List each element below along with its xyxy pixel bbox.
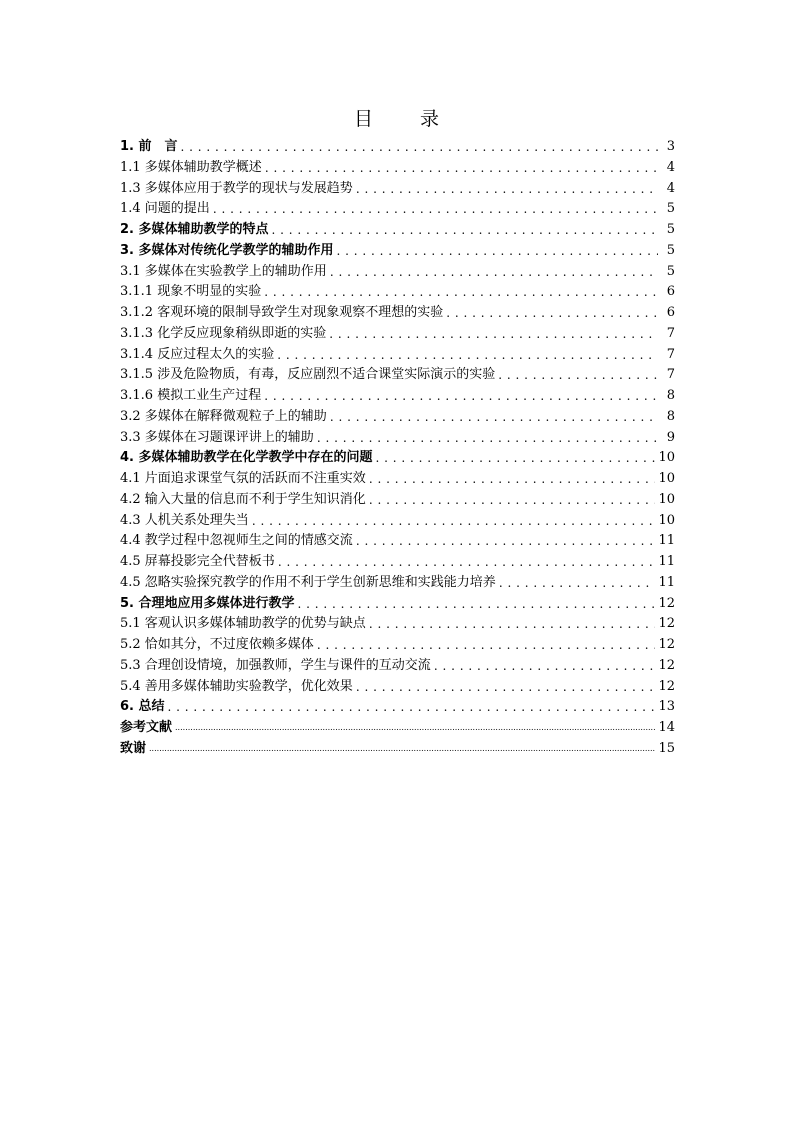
toc-entry-label: 致谢 bbox=[120, 740, 147, 756]
toc-dot-leader bbox=[149, 739, 655, 760]
toc-entry[interactable] bbox=[120, 614, 675, 635]
toc-entry-label: 4.5 屏幕投影完全代替板书 bbox=[120, 554, 275, 569]
toc-entry-page-number: 15 bbox=[658, 740, 675, 756]
toc-entry[interactable] bbox=[120, 469, 675, 490]
toc-entry[interactable] bbox=[120, 158, 675, 179]
toc-dot-leader bbox=[498, 365, 658, 386]
toc-entry-page-number: 7 bbox=[666, 367, 675, 383]
toc-dot-leader bbox=[175, 718, 655, 739]
toc-entry-page-number: 7 bbox=[666, 346, 675, 362]
toc-entry[interactable] bbox=[120, 448, 675, 469]
toc-entry-label: 5.1 客观认识多媒体辅助教学的优势与缺点 bbox=[120, 616, 366, 632]
toc-entry[interactable] bbox=[120, 303, 675, 324]
toc-entry-page-number: 7 bbox=[666, 325, 675, 341]
toc-entry-label: 3.1.6 模拟工业生产过程 bbox=[120, 388, 262, 403]
toc-entry[interactable] bbox=[120, 137, 675, 158]
toc-entry-label: 5.4 善用多媒体辅助实验教学，优化效果 bbox=[120, 678, 353, 694]
toc-entry-label: 4.5 忽略实验探究教学的作用不利于学生创新思维和实践能力培养 bbox=[120, 574, 496, 590]
toc-entry[interactable] bbox=[120, 386, 675, 407]
toc-entry-page-number: 6 bbox=[666, 305, 675, 320]
toc-entry-label: 3.1.4 反应过程太久的实验 bbox=[120, 346, 275, 362]
toc-entry[interactable] bbox=[120, 407, 675, 428]
toc-entry-page-number: 6 bbox=[666, 284, 675, 300]
toc-dot-leader bbox=[446, 303, 658, 324]
table-of-contents bbox=[120, 137, 675, 760]
toc-entry-label: 1. 前 言 bbox=[120, 139, 178, 154]
toc-dot-leader bbox=[168, 697, 656, 718]
toc-entry-page-number: 10 bbox=[658, 512, 675, 528]
toc-dot-leader bbox=[376, 448, 656, 469]
toc-dot-leader bbox=[252, 511, 656, 532]
toc-entry[interactable] bbox=[120, 739, 675, 760]
toc-dot-leader bbox=[356, 179, 658, 200]
toc-entry[interactable] bbox=[120, 428, 675, 449]
toc-entry[interactable] bbox=[120, 365, 675, 386]
toc-entry[interactable] bbox=[120, 241, 675, 262]
toc-entry-label: 3.1.3 化学反应现象稍纵即逝的实验 bbox=[120, 325, 327, 341]
toc-entry[interactable] bbox=[120, 697, 675, 718]
toc-dot-leader bbox=[213, 199, 658, 220]
toc-entry-page-number: 5 bbox=[666, 201, 675, 217]
toc-dot-leader bbox=[369, 469, 656, 490]
toc-entry[interactable] bbox=[120, 220, 675, 241]
toc-entry[interactable] bbox=[120, 345, 675, 366]
toc-entry-page-number: 3 bbox=[666, 139, 675, 154]
toc-entry[interactable] bbox=[120, 531, 675, 552]
toc-dot-leader bbox=[272, 220, 658, 241]
toc-entry-label: 3.1.2 客观环境的限制导致学生对现象观察不理想的实验 bbox=[120, 305, 444, 320]
toc-entry-label: 5. 合理地应用多媒体进行教学 bbox=[120, 595, 295, 611]
toc-entry[interactable] bbox=[120, 179, 675, 200]
toc-dot-leader bbox=[317, 428, 658, 449]
toc-entry[interactable] bbox=[120, 511, 675, 532]
toc-dot-leader bbox=[329, 324, 658, 345]
toc-entry-label: 3.1.1 现象不明显的实验 bbox=[120, 284, 262, 300]
toc-entry[interactable] bbox=[120, 594, 675, 615]
toc-entry-page-number: 12 bbox=[658, 678, 675, 694]
toc-entry-page-number: 14 bbox=[658, 720, 675, 735]
toc-entry-page-number: 12 bbox=[658, 616, 675, 632]
toc-dot-leader bbox=[356, 677, 656, 698]
toc-entry-page-number: 4 bbox=[666, 180, 675, 196]
toc-dot-leader bbox=[298, 594, 656, 615]
page-title: 目 录 bbox=[353, 108, 453, 130]
toc-dot-leader bbox=[181, 137, 658, 158]
toc-dot-leader bbox=[330, 407, 658, 428]
toc-entry-label: 4.1 片面追求课堂气氛的活跃而不注重实效 bbox=[120, 471, 366, 486]
toc-dot-leader bbox=[264, 282, 658, 303]
toc-entry[interactable] bbox=[120, 552, 675, 573]
toc-entry-label: 4.2 输入大量的信息而不利于学生知识消化 bbox=[120, 491, 366, 507]
toc-entry-page-number: 11 bbox=[658, 533, 675, 549]
toc-entry-page-number: 13 bbox=[658, 699, 675, 715]
toc-entry-page-number: 5 bbox=[666, 263, 675, 279]
toc-entry-page-number: 12 bbox=[658, 595, 675, 611]
toc-entry-label: 3. 多媒体对传统化学教学的辅助作用 bbox=[120, 242, 334, 258]
toc-entry[interactable] bbox=[120, 718, 675, 739]
toc-entry-page-number: 11 bbox=[658, 574, 675, 590]
toc-entry-label: 5.3 合理创设情境，加强教师，学生与课件的互动交流 bbox=[120, 657, 431, 673]
toc-entry[interactable] bbox=[120, 573, 675, 594]
toc-entry[interactable] bbox=[120, 677, 675, 698]
toc-dot-leader bbox=[277, 345, 658, 366]
toc-entry-page-number: 12 bbox=[658, 637, 675, 652]
toc-entry-label: 3.3 多媒体在习题课评讲上的辅助 bbox=[120, 429, 314, 445]
toc-entry-page-number: 5 bbox=[666, 222, 675, 237]
toc-entry-page-number: 10 bbox=[658, 491, 675, 507]
toc-entry-label: 1.3 多媒体应用于教学的现状与发展趋势 bbox=[120, 180, 353, 196]
toc-entry-label: 5.2 恰如其分，不过度依赖多媒体 bbox=[120, 637, 314, 652]
toc-entry-page-number: 12 bbox=[658, 657, 675, 673]
toc-entry-page-number: 8 bbox=[666, 388, 675, 403]
toc-entry-label: 4.4 教学过程中忽视师生之间的情感交流 bbox=[120, 533, 353, 549]
toc-entry-label: 4. 多媒体辅助教学在化学教学中存在的问题 bbox=[120, 450, 373, 466]
toc-entry[interactable] bbox=[120, 199, 675, 220]
toc-dot-leader bbox=[317, 635, 656, 656]
toc-dot-leader bbox=[499, 573, 656, 594]
toc-entry-label: 3.1 多媒体在实验教学上的辅助作用 bbox=[120, 263, 327, 279]
toc-entry[interactable] bbox=[120, 324, 675, 345]
toc-dot-leader bbox=[369, 490, 656, 511]
toc-entry-label: 3.2 多媒体在解释微观粒子上的辅助 bbox=[120, 408, 327, 424]
toc-dot-leader bbox=[356, 531, 656, 552]
toc-dot-leader bbox=[369, 614, 656, 635]
toc-entry-label: 4.3 人机关系处理失当 bbox=[120, 512, 249, 528]
toc-dot-leader bbox=[278, 552, 656, 573]
toc-entry-label: 参考文献 bbox=[120, 720, 173, 735]
toc-entry-page-number: 4 bbox=[666, 159, 675, 175]
toc-entry-label: 1.1 多媒体辅助教学概述 bbox=[120, 159, 262, 175]
toc-entry-label: 2. 多媒体辅助教学的特点 bbox=[120, 222, 269, 237]
toc-entry[interactable] bbox=[120, 262, 675, 283]
toc-dot-leader bbox=[337, 241, 658, 262]
toc-dot-leader bbox=[330, 262, 658, 283]
toc-entry[interactable] bbox=[120, 656, 675, 677]
toc-entry-page-number: 11 bbox=[658, 554, 675, 569]
toc-entry[interactable] bbox=[120, 635, 675, 656]
toc-entry-label: 1.4 问题的提出 bbox=[120, 201, 210, 217]
toc-entry-page-number: 10 bbox=[658, 450, 675, 466]
toc-entry[interactable] bbox=[120, 282, 675, 303]
toc-dot-leader bbox=[265, 158, 658, 179]
toc-entry-label: 3.1.5 涉及危险物质，有毒，反应剧烈不适合课堂实际演示的实验 bbox=[120, 367, 496, 383]
toc-entry-page-number: 9 bbox=[666, 429, 675, 445]
toc-entry-page-number: 10 bbox=[658, 471, 675, 486]
toc-entry-page-number: 5 bbox=[666, 242, 675, 258]
toc-dot-leader bbox=[264, 386, 658, 407]
toc-dot-leader bbox=[434, 656, 656, 677]
toc-entry-label: 6. 总结 bbox=[120, 699, 165, 715]
toc-entry[interactable] bbox=[120, 490, 675, 511]
toc-entry-page-number: 8 bbox=[666, 408, 675, 424]
